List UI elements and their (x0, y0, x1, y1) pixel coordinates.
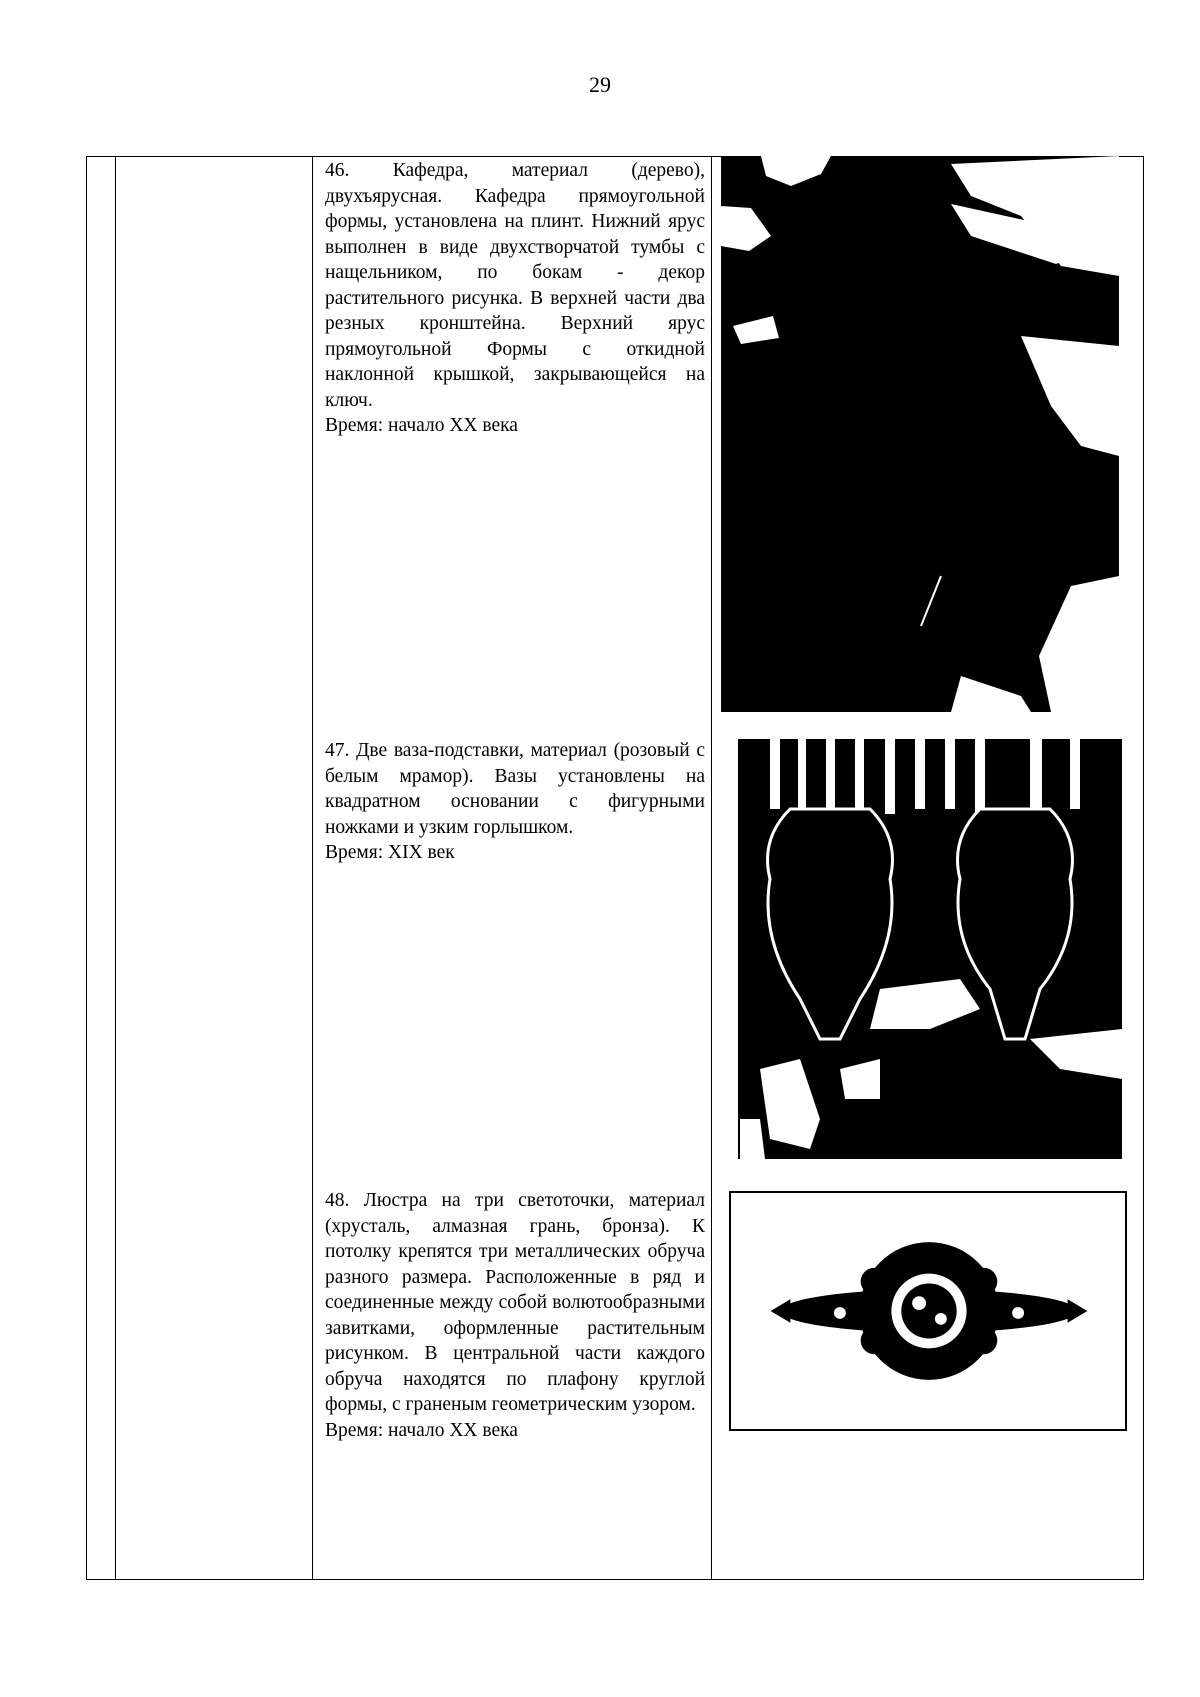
entry-time: Время: начало XX века (325, 1419, 518, 1441)
entry-47 (325, 738, 705, 866)
column-divider-3 (711, 157, 712, 1579)
page-number: 29 (589, 72, 611, 97)
photo-vases (730, 739, 1122, 1159)
entry-description: 47. Две ваза-подставки, материал (розовый с белым мрамор). Вазы установлены на квадратном основании с фигурными ножками и узким горлышком. (325, 740, 705, 838)
photo-chandelier (729, 1191, 1127, 1431)
entry-48 (325, 1188, 705, 1443)
entry-description: 46. Кафедра, материал (дерево), двухъярусная. Кафедра прямоугольной формы, установлена на плинт. Нижний ярус выполнен в виде двухстворчатой тумбы с нащельником, по бокам - декор растительного рисунка. В верхней части два резных кронштейна. Верхний ярус прямоугольной Формы с откидной наклонной крышкой, закрывающейся на ключ. (325, 160, 705, 411)
entry-time: Время: начало XX века (325, 415, 518, 436)
entry-time: Время: XIX век (325, 842, 455, 863)
entry-description: 48. Люстра на три светоточки, материал (хрусталь, алмазная грань, бронза). К потолку крепятся три металлических обруча разного размера. Расположенные в ряд и соединенные между собой волютообразными завитками, оформленные растительным рисунком. В центральной части каждого обруча находятся по плафону круглой формы, с граненым геометрическим узором. (325, 1190, 705, 1415)
entry-46 (325, 158, 705, 439)
column-divider-1 (115, 157, 116, 1579)
photo-pulpit (721, 156, 1119, 712)
column-divider-2 (312, 157, 313, 1579)
